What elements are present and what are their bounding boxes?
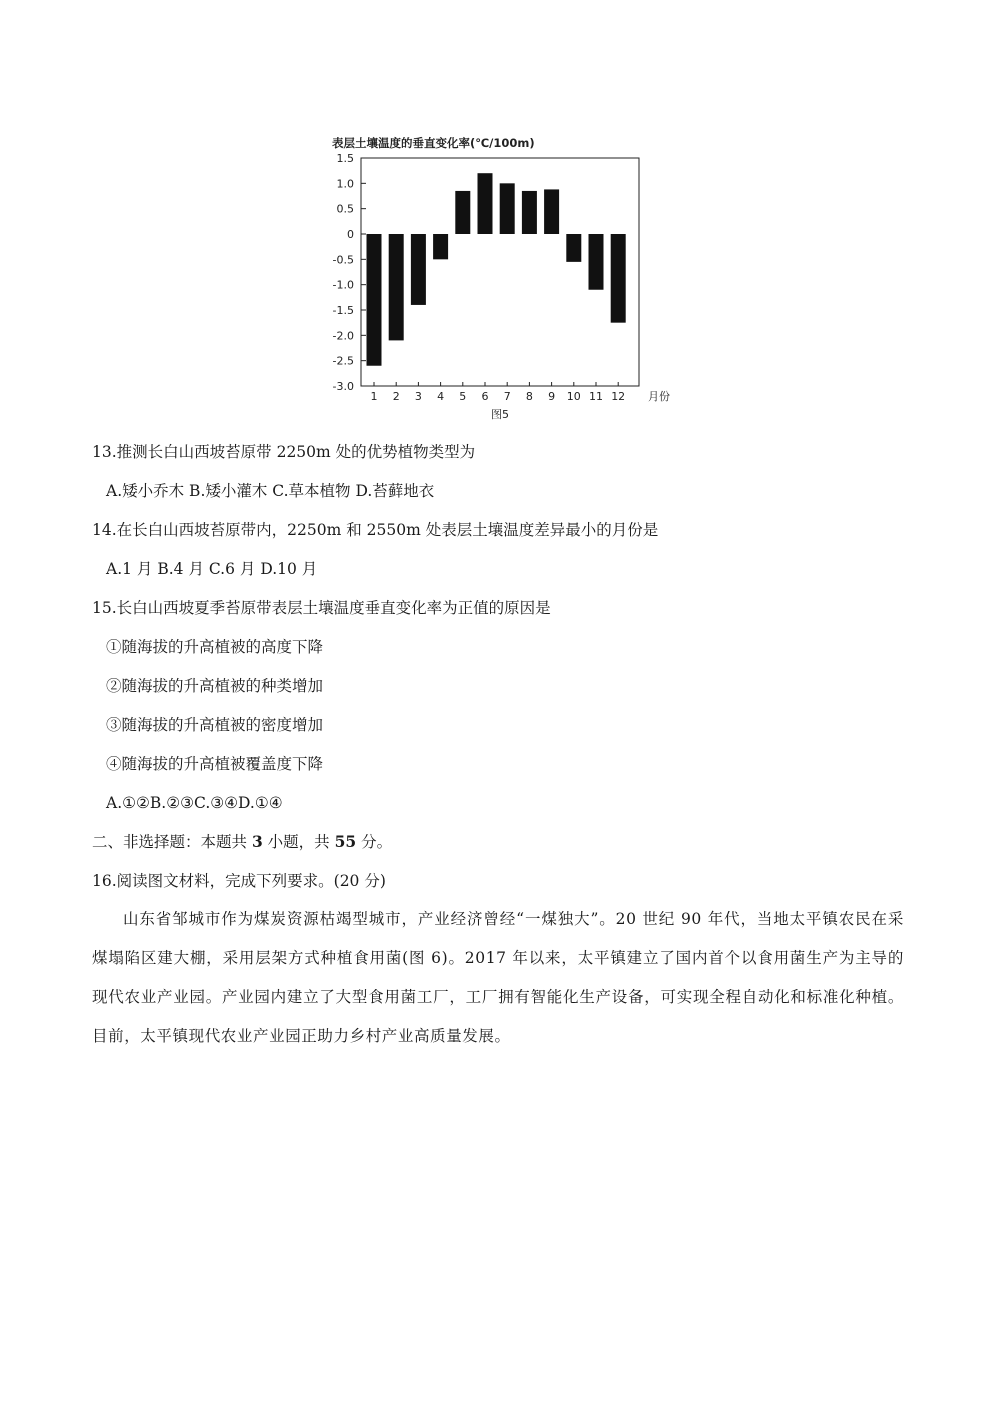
bar-month-8 [522, 191, 537, 234]
y-tick-label: 0.5 [336, 202, 354, 216]
bar-month-9 [544, 189, 559, 234]
y-tick-label: -1.0 [332, 278, 354, 292]
x-tick-label: 6 [481, 390, 489, 403]
x-tick-label: 4 [437, 390, 445, 403]
bars [367, 173, 626, 366]
y-tick-label: -0.5 [332, 253, 354, 267]
bar-month-1 [367, 234, 382, 366]
x-tick-label: 12 [611, 390, 626, 403]
x-tick-label: 10 [566, 390, 581, 403]
section-2-prefix: 二、非选择题：本题共 [92, 833, 252, 851]
bar-month-6 [478, 173, 493, 234]
question-15-options: A.①②B.②③C.③④D.①④ [106, 794, 283, 812]
x-tick-label: 7 [503, 390, 511, 403]
y-tick-label: 1.5 [336, 152, 354, 165]
question-15-item-3: ③随海拔的升高植被的密度增加 [106, 716, 324, 734]
bar-month-4 [433, 234, 448, 259]
x-tick-label: 11 [589, 390, 603, 403]
x-axis [371, 382, 626, 403]
x-tick-label: 1 [370, 390, 378, 403]
section-2-suffix: 分。 [356, 833, 393, 851]
section-2-middle: 小题，共 [262, 833, 335, 851]
question-13-stem: 13.推测长白山西坡苔原带 2250m 处的优势植物类型为 [92, 443, 476, 461]
question-15-item-4: ④随海拔的升高植被覆盖度下降 [106, 755, 324, 773]
question-15-item-2: ②随海拔的升高植被的种类增加 [106, 677, 324, 695]
x-tick-label: 2 [392, 390, 400, 403]
y-tick-label: -2.0 [332, 329, 354, 343]
figure-caption: 图5 [491, 408, 509, 421]
question-15-stem: 15.长白山西坡夏季苔原带表层土壤温度垂直变化率为正值的原因是 [92, 599, 551, 617]
bar-month-2 [389, 234, 404, 340]
bar-month-3 [411, 234, 426, 305]
section-2-score: 55 [334, 832, 357, 851]
question-15-item-1: ①随海拔的升高植被的高度下降 [106, 638, 324, 656]
chart-title: 表层土壤温度的垂直变化率(℃/100m) [332, 136, 535, 150]
bar-month-11 [589, 234, 604, 290]
section-2-count: 3 [251, 832, 263, 851]
bar-month-5 [455, 191, 470, 234]
y-tick-label: 1.0 [336, 177, 354, 191]
y-tick-label: -2.5 [332, 354, 354, 368]
bar-chart [318, 128, 678, 428]
x-tick-label: 8 [525, 390, 533, 403]
question-14-options: A.1 月 B.4 月 C.6 月 D.10 月 [106, 560, 318, 578]
section-2-heading [92, 832, 392, 852]
bar-month-7 [500, 183, 515, 234]
x-tick-label: 5 [459, 390, 467, 403]
question-16-material: 山东省邹城市作为煤炭资源枯竭型城市，产业经济曾经“一煤独大”。20 世纪 90 年代，当地太平镇农民在采煤塌陷区建大棚，采用层架方式种植食用菌(图 6)。2017 年以来，太平镇建立了国内首个以食用菌生产为主导的现代农业产业园。产业园内建立了大型食用菌工厂，工厂拥有智能化生产设备，可实现全程自动化和标准化种植。目前，太平镇现代农业产业园正助力乡村产业高质量发展。 [92, 910, 904, 1045]
question-14-stem: 14.在长白山西坡苔原带内，2250m 和 2550m 处表层土壤温度差异最小的月份是 [92, 521, 659, 539]
x-tick-label: 9 [548, 390, 556, 403]
x-axis-label: 月份 [648, 390, 670, 403]
x-tick-label: 3 [414, 390, 422, 403]
question-13-options: A.矮小乔木 B.矮小灌木 C.草本植物 D.苔藓地衣 [106, 482, 435, 500]
figure-5 [318, 128, 678, 428]
bar-month-12 [611, 234, 626, 323]
y-tick-label: -3.0 [332, 380, 354, 393]
y-tick-label: -1.5 [332, 304, 354, 317]
y-tick-label: 0 [347, 228, 354, 241]
bar-month-10 [566, 234, 581, 262]
question-16-stem: 16.阅读图文材料，完成下列要求。(20 分) [92, 872, 386, 890]
